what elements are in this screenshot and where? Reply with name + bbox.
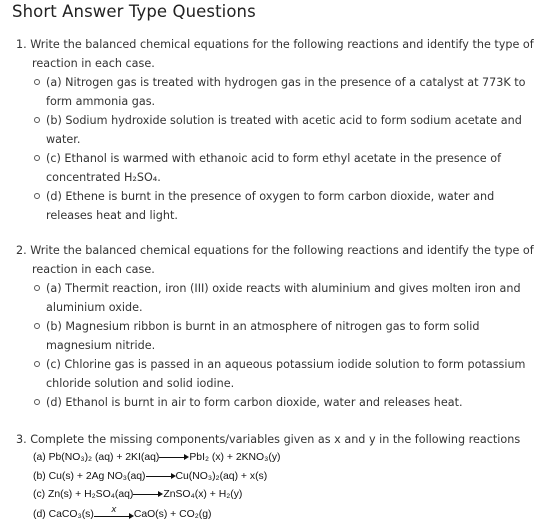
equation-reactants: CaCO₃(s) [48,508,94,520]
equation-label: (a) [33,452,46,463]
sub-question: (a) Thermit reaction, iron (III) oxide reacts with aluminium and gives molten iron and aluminium oxide. [33,279,536,317]
question-number: 2. [16,244,27,257]
section-heading: Short Answer Type Questions [12,2,256,21]
question-1 [16,35,536,225]
question-stem [16,35,536,73]
equation-reactants: Cu(s) + 2Ag NO₃(aq) [48,470,146,482]
equation-label: (d) [33,508,46,520]
sub-question: (c) Ethanol is warmed with ethanoic acid to form ethyl acetate in the presence of concentrated H₂SO₄. [33,149,536,187]
equation-label: (c) [33,489,46,500]
sub-question: (c) Chlorine gas is passed in an aqueous potassium iodide solution to form potassium chloride solution and solid iodine. [33,355,536,393]
sub-question: (d) Ethene is burnt in the presence of oxygen to form carbon dioxide, water and releases heat and light. [33,187,536,225]
sub-question: (a) Nitrogen gas is treated with hydrogen gas in the presence of a catalyst at 773K to form ammonia gas. [33,73,536,111]
equation-label: (b) [33,470,46,482]
sub-question-list [16,279,536,412]
question-3 [16,430,536,524]
arrow-condition-label: x [111,503,117,515]
equation-b [16,468,536,487]
question-number: 3. [16,433,27,446]
sub-question-list [16,73,536,225]
question-text: Complete the missing components/variables given as x and y in the following reactions [30,433,521,446]
equation-reactants: Pb(NO₃)₂ (aq) + 2KI(aq) [48,452,160,463]
sub-question: (d) Ethanol is burnt in air to form carbon dioxide, water and releases heat. [33,393,536,412]
equation-a [16,449,536,468]
equation-c [16,486,536,505]
question-2 [16,241,536,412]
equation-products: CaO(s) + CO₂(g) [133,508,212,520]
question-stem [16,430,536,449]
question-stem [16,241,536,279]
equation-reactants: Zn(s) + H₂SO₄(aq) [48,489,134,500]
sub-question: (b) Sodium hydroxide solution is treated with acetic acid to form sodium acetate and water. [33,111,536,149]
equation-d [16,505,536,524]
reaction-arrow-icon [94,505,134,523]
reaction-arrow-icon [133,489,163,499]
equation-products: ZnSO₄(x) + H₂(y) [163,489,243,500]
equation-products: PbI₂ (x) + 2KNO₃(y) [189,452,281,463]
question-number: 1. [16,38,27,51]
equation-products: Cu(NO₃)₂(aq) + x(s) [175,470,268,482]
reaction-arrow-icon [159,452,189,462]
question-text: Write the balanced chemical equations for the following reactions and identify the type of reaction in each case. [30,38,534,70]
reaction-arrow-icon [146,471,176,481]
question-text: Write the balanced chemical equations for the following reactions and identify the type of reaction in each case. [30,244,534,276]
sub-question: (b) Magnesium ribbon is burnt in an atmosphere of nitrogen gas to form solid magnesium nitride. [33,317,536,355]
